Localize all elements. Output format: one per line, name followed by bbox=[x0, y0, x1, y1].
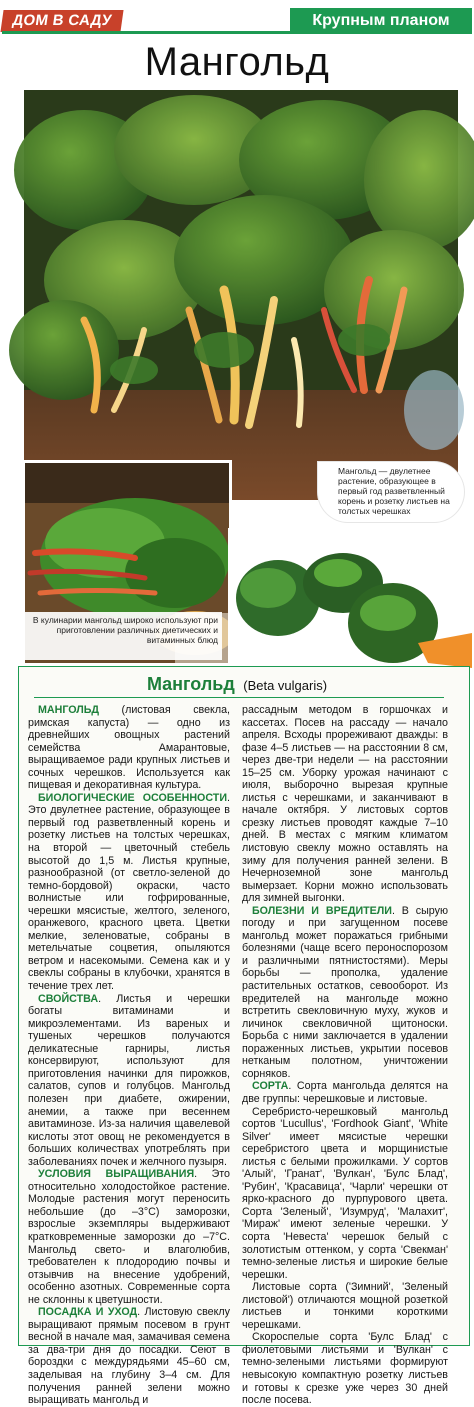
paragraph bbox=[242, 1281, 448, 1331]
section-heading: СВОЙСТВА bbox=[38, 992, 99, 1005]
article-column-right bbox=[242, 704, 448, 1407]
paragraph bbox=[242, 1106, 448, 1282]
paragraph-text: Серебристо-черешковый мангольд сортов 'Lucullus', 'Fordhook Giant', 'White Silver' имеет мясистые черешки серебристого цвета и морщинистые листья с белыми прожилками. У сортов 'Алый', 'Гранат', 'Вулкан', 'Булс Блад', 'Рубин', 'Красавица', 'Чарли' черешки от ярко-красного до пурпурового цвета. Сорта 'Зеленый', 'Изумруд', 'Малахит', 'Мираж' имеют зеленые черешки. У сорта 'Невеста' черешок белый с золотистым оттенком, у сорта 'Свекман' темно-зеленые листья и широкие белые черешки. bbox=[242, 1105, 448, 1281]
paragraph-text: . Сорта мангольда делятся на две группы: черешковые и листовые. bbox=[242, 1080, 448, 1105]
rubric-badge: Крупным планом bbox=[290, 8, 472, 34]
paragraph bbox=[28, 993, 230, 1169]
paragraph-text: (листовая свекла, римская капуста) — одно из древнейших овощных растений семейства Амарантовые, выращиваемое ради крупных листьев и сочных черешков. Используется как пищевая и декоративная культура. bbox=[28, 704, 230, 792]
article-column-left bbox=[28, 704, 231, 1407]
paragraph bbox=[28, 1168, 230, 1306]
section-heading: МАНГОЛЬД bbox=[38, 704, 99, 716]
magazine-logo: ДОМ В САДУ bbox=[0, 10, 123, 32]
paragraph bbox=[28, 1306, 230, 1406]
paragraph bbox=[242, 704, 448, 905]
section-heading: БИОЛОГИЧЕСКИЕ ОСОБЕННОСТИ bbox=[38, 791, 228, 804]
paragraph-text: . Листовую свеклу выращивают прямым посевом в грунт весной в начале мая, замачивая семена за два-три дня до посадки. Сеют в бороздки с междурядьями 45–60 см, заделывая на глубину 3–4 см. Для получения ранней зелени можно выращивать мангольд и bbox=[28, 1306, 230, 1407]
paragraph-text: рассадным методом в горшочках и кассетах. Посев на рассаду — начало апреля. Всходы прореживают дважды: в фазе 4–5 листьев — на расстоянии 8 см, через две-три недели — на расстоянии 15–25 см. Уборку урожая начинают с июля, выборочно вырезая крупные листья с черешками, и заканчивают в начале октября. У листовых сортов срезку листьев проводят каждые 7–10 дней. В местах с мягким климатом листовую свеклу можно оставлять на зиму для получения ранней зелени. В Нечерноземной зоне мангольд вымерзает. Корни можно использовать для зимней выгонки. bbox=[242, 704, 448, 905]
paragraph bbox=[242, 1331, 448, 1406]
paragraph-text: . Это двулетнее растение, образующее в первый год разветвленный корень и розетку листьев на толстых черешках, на второй — цветочный стебель высотой до 1,5 м. Листья крупные, разнообразной (от светло-зеленой до темно-бордовой) окраски, часто волнистые или гофрированные, черешки мясистые, желтого, зеленого, оранжевого, красного цвета. Цветки мелкие, зеленоватые, собраны в метельчатые соцветия, опыляются ветром и насекомыми. Семена как и у свеклы собраны в клубочки, хранятся в течение трех лет. bbox=[28, 791, 230, 993]
section-heading: СОРТА bbox=[252, 1080, 289, 1093]
paragraph-text: . В сырую погоду и при загущенном посеве мангольд может поражаться грибными болезнями (чаще всего пероноспорозом и различными пятнистостями). Меры борьбы — прополка, удаление растительных остатков, севооборот. Из вредителей на мангольде можно встретить свекловичную муху, жуков и личинок свекловичной щитоноски. Борьба с ними заключается в удалении пораженных листьев, укрытии посевов нетканым полотном, уничтожении сорняков. bbox=[242, 904, 448, 1080]
paragraph-text: Скороспелые сорта 'Булс Блад' с фиолетовыми листьями и 'Вулкан' с темно-зелеными листьями формируют невысокую компактную розетку листьев и готовы к срезке уже через 30 дней после посева. bbox=[242, 1331, 448, 1407]
info-title-divider bbox=[34, 697, 444, 698]
page-title: Мангольд bbox=[144, 40, 330, 84]
section-heading: ПОСАДКА И УХОД bbox=[38, 1306, 138, 1319]
paragraph-text: Листовые сорта ('Зимний', 'Зеленый листовой') отличаются мощной розеткой листьев и тонкими короткими черешками. bbox=[242, 1281, 448, 1331]
paragraph-text: . Это относительно холодостойкое растение. Молодые растения могут переносить небольшие (до –3°С) заморозки, взрослые экземпляры выдерживают кратковременные заморозки до –7°С. Мангольд свето- и влаголюбив, требователен к плодородию почвы и отзывчив на внесение удобрений, особенно азотных. Современные сорта не склонны к цветушности. bbox=[28, 1168, 231, 1306]
paragraph bbox=[242, 1080, 448, 1105]
section-heading: УСЛОВИЯ ВЫРАЩИВАНИЯ bbox=[38, 1168, 195, 1181]
section-heading: БОЛЕЗНИ И ВРЕДИТЕЛИ bbox=[252, 904, 392, 917]
paragraph bbox=[242, 905, 448, 1081]
paragraph bbox=[28, 792, 230, 993]
info-title-ru: Мангольд bbox=[146, 674, 235, 694]
info-title-latin: (Beta vulgaris) bbox=[243, 678, 328, 693]
photo-caption-side: В кулинарии мангольд широко используют при приготовлении различных диетических и витаминных блюд bbox=[22, 612, 222, 660]
photo-caption-main: Мангольд — двулетнее растение, образующее в первый год разветвленный корень и розетку листьев на толстых черешках bbox=[318, 462, 464, 522]
info-box-title bbox=[0, 674, 474, 695]
stuffed-rolls-photo bbox=[228, 528, 472, 676]
paragraph bbox=[28, 704, 230, 792]
chard-field-photo bbox=[22, 88, 456, 498]
paragraph-text: . Листья и черешки богаты витаминами и микроэлементами. Из вареных и тушеных черешков получаются деликатесные гарниры, листья консервируют, используют для приготовления начинки для пирожков, салатов, супов и голубцов. Мангольд полезен при диабете, ожирении, анемии, а также при весеннем авитаминозе. Из-за наличия щавелевой кислоты этот овощ не рекомендуется в больших количествах употреблять при заболеваниях почек и желчного пузыря. bbox=[28, 992, 230, 1168]
